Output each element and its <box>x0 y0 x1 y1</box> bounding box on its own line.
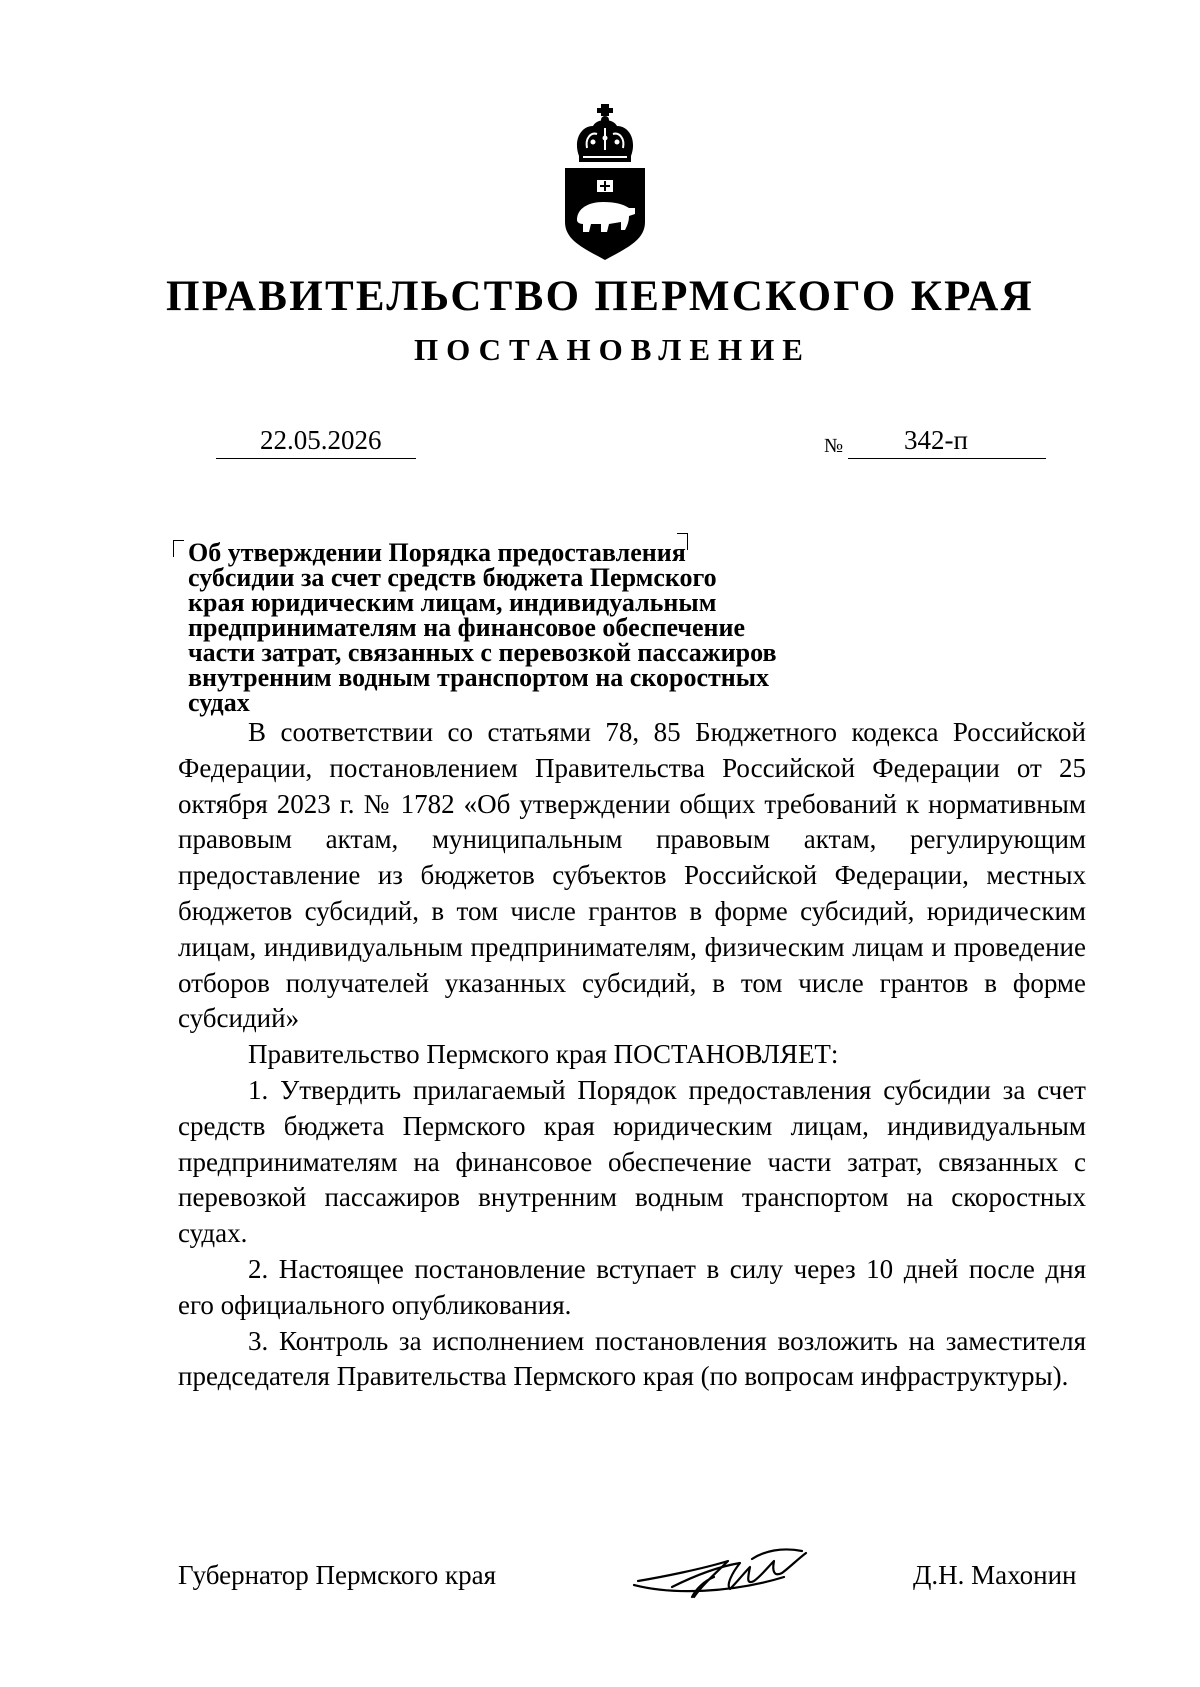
subject-line: части затрат, связанных с перевозкой пассажиров <box>188 638 777 667</box>
coat-of-arms-icon <box>563 104 647 262</box>
subject-line: внутренним водным транспортом на скоростных <box>188 663 770 692</box>
subject-line: края юридическим лицам, индивидуальным <box>188 588 717 617</box>
signature-icon <box>632 1537 822 1617</box>
organization-title: ПРАВИТЕЛЬСТВО ПЕРМСКОГО КРАЯ <box>166 273 1034 320</box>
subject-line: Об утверждении Порядка предоставления <box>188 538 686 567</box>
document-type: ПОСТАНОВЛЕНИЕ <box>414 332 811 367</box>
signatory-name: Д.Н. Махонин <box>913 1560 1077 1590</box>
document-number-field <box>848 425 1046 459</box>
preamble-paragraph: В соответствии со статьями 78, 85 Бюджетного кодекса Российской Федерации, постановлением Правительства Российской Федерации от 25 октября 2023 г. № 1782 «Об утверждении общих требований к нормативным правовым актам, муниципальным правовым актам, регулирующим предоставление из бюджетов субъектов Российской Федерации, местных бюджетов субсидий, в том числе грантов в форме субсидий, юридическим лицам, индивидуальным предпринимателям, физическим лицам и проведение отборов получателей указанных субсидий, в том числе грантов в форме субсидий» <box>178 717 1086 1034</box>
document-number: 342-п <box>904 425 968 455</box>
subject-bracket-left <box>173 540 184 557</box>
clause-2: 2. Настоящее постановление вступает в силу через 10 дней после дня его официального опубликования. <box>178 1253 1086 1320</box>
clause-3: 3. Контроль за исполнением постановления возложить на заместителя председателя Правительства Пермского края (по вопросам инфраструктуры). <box>178 1325 1086 1392</box>
document-body <box>178 715 1086 1395</box>
clause-1: 1. Утвердить прилагаемый Порядок предоставления субсидии за счет средств бюджета Пермского края юридическим лицам, индивидуальным предпринимателям на финансовое обеспечение части затрат, связанных с перевозкой пассажиров внутренним водным транспортом на скоростных судах. <box>178 1074 1086 1249</box>
document-subject <box>188 540 848 715</box>
document-date: 22.05.2026 <box>260 425 382 455</box>
resolution-statement: Правительство Пермского края ПОСТАНОВЛЯЕТ: <box>248 1039 839 1070</box>
subject-line: предпринимателям на финансовое обеспечение <box>188 613 746 642</box>
document-date-field <box>216 425 416 459</box>
signatory-position: Губернатор Пермского края <box>178 1560 497 1590</box>
number-sign: № <box>824 435 844 457</box>
subject-line: субсидии за счет средств бюджета Пермского <box>188 563 717 592</box>
subject-line: судах <box>188 688 250 717</box>
